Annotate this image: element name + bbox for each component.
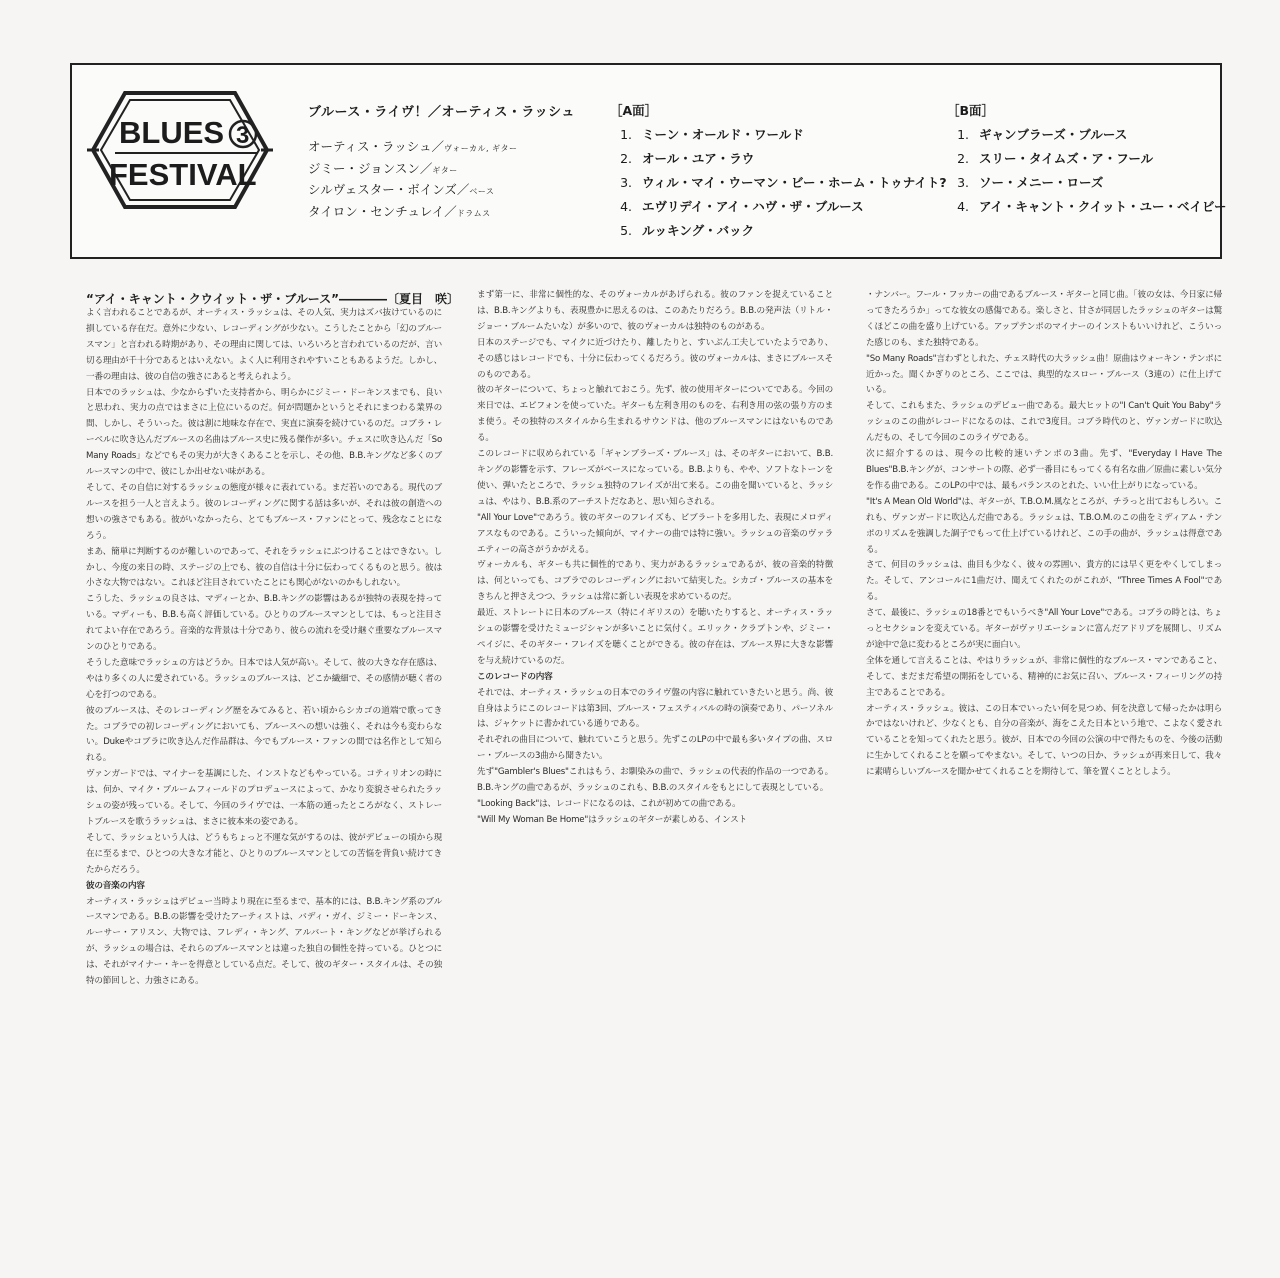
article-column-3 xyxy=(866,288,1222,781)
track-number: 4. xyxy=(957,199,969,214)
paragraph: オーティス・ラッシュ。彼は、この日本でいったい何を見つめ、何を決意して帰ったかは明らかではないけれど、少なくとも、自分の音楽が、海をこえた日本という地で、こよなく愛されていることを知ってくれたと思う。彼が、日本での今回の公演の中で得たものを、今後の活動に生かしてくれることを願ってやまない。そして、いつの日か、ラッシュが再来日して、我々に素晴らしいブルースを聞かせてくれることを期待して、筆を置くこととしよう。 xyxy=(866,703,1222,778)
personnel-item xyxy=(308,159,518,181)
paragraph: ヴォーカルも、ギターも共に個性的であり、実力があるラッシュであるが、彼の音楽的特徴は、何といっても、コブラでのレコーディングにおいて結実した。シカゴ・ブルースの基本をきちんと押さえつつ、ラッシュは常に新しい表現を求めているのだ。 xyxy=(477,560,833,603)
track-item xyxy=(610,147,947,171)
track-title: ミーン・オールド・ワールド xyxy=(642,127,804,142)
track-item xyxy=(947,123,1227,147)
paragraph: こうした、ラッシュの良さは、マディーとか、B.B.キングの影響はあるが独特の表現を持っている。マディーも、B.B.も高く評価している。ひとりのブルースマンとしては、もっと注目されてよい存在であろう。音楽的な背景は十分であり、彼らの流れを受け継ぐ重要なブルースマンのひとりである。 xyxy=(86,594,442,653)
paragraph: まず第一に、非常に個性的な、そのヴォーカルがあげられる。彼のファンを捉えていることは、B.B.キングよりも、表現豊かに思えるのは、このあたりだろう。B.B.の発声法（リトル・ジョー・ブルームたいな）が多いので、彼のヴォーカルは独特のものがある。 xyxy=(477,290,833,332)
track-title: ソー・メニー・ローズ xyxy=(979,175,1104,190)
paragraph: "So Many Roads"言わずとしれた、チェス時代の大ラッシュ曲！原曲はウォーキン・テンポに近かった。聞くかぎりのところ、ここでは、典型的なスロー・ブルース（3連の）に仕上げている。 xyxy=(866,353,1222,396)
paragraph: "Will My Woman Be Home"はラッシュのギターが素しめる、インスト xyxy=(477,814,747,825)
paragraph: 全体を通して言えることは、やはりラッシュが、非常に個性的なブルース・マンであること、そして、まだまだ希望の開拓をしている、精神的にお気に召い、ブルース・フィーリングの持主であることである。 xyxy=(866,655,1222,698)
paragraph: そして、その自信に対するラッシュの態度が様々に表れている。まだ若いのである。現代のブルースを担う一人と言えよう。彼のレコーディングに関する話は多いが、それは彼の創造への想いの強さでもある。彼がいなかったら、とてもブルース・ファンにとって、残念なことになろう。 xyxy=(86,482,442,541)
paragraph: よく言われることであるが、オーティス・ラッシュは、その人気、実力はズバ抜けているのに損している存在だ。意外に少ない、レコーディングが少ない。こうしたことから「幻のブルースマン」と言われる時期があり、その理由に関しては、いろいろと言われているのだが、言い切る理由が千十分であるとはいえない。よく人に利用されやすいこともあるようだ。しかし、一番の理由は、彼の自信の強さにあると考えられよう。 xyxy=(86,308,442,382)
paragraph: オーティス・ラッシュはデビュー当時より現在に至るまで、基本的には、B.B.キング系のブルースマンである。B.B.の影響を受けたアーティストは、バディ・ガイ、ジミー・ドーキンス、ルーサー・アリスン、大物では、フレディ・キング、アルバート・キングなどが挙げられるが、ラッシュの場合は、それらのブルースマンとは違った独自の個性を持っている。ひとつには、それがマイナー・キーを得意としている点だ。そして、彼のギター・スタイルは、その独特の節回しと、力強さにある。 xyxy=(86,896,442,987)
paragraph: それでは、オーティス・ラッシュの日本でのライヴ盤の内容に触れていきたいと思う。尚、彼自身はようにこのレコードは第3回、ブルース・フェスティバルの時の演奏であり、パーソネルは、ジャケットに書かれている通りである。 xyxy=(477,687,833,730)
paragraph: さて、何目のラッシュは、曲目も少なく、彼々の雰囲い、貴方的には早く更をやくしてしまった。そして、アンコールに1曲だけ、聞えてくれたのがこれが、"Three Times A Fool"である。 xyxy=(866,560,1222,603)
section-subheading: このレコードの内容 xyxy=(477,671,553,682)
track-item xyxy=(947,171,1227,195)
side-b-tracklist xyxy=(947,101,1227,219)
side-b-label: ［B面］ xyxy=(947,103,995,118)
paragraph: "It's A Mean Old World"は、ギターが、T.B.O.M.風なところが、チラっと出ておもしろい。これも、ヴァンガードに吹込んだ曲である。ラッシュは、T.B.O.M.のこの曲をミディアム・テンポのリズムを強調した調子でもって仕上げているけれど、この手の曲が、ラッシュは得意である。 xyxy=(866,496,1222,555)
track-title: エヴリデイ・アイ・ハヴ・ザ・ブルース xyxy=(642,199,864,214)
track-number: 4. xyxy=(620,199,632,214)
personnel-list xyxy=(308,137,518,223)
musician-name: ジミー・ジョンスン／ xyxy=(308,160,433,176)
musician-name: シルヴェスター・ボインズ／ xyxy=(308,182,470,197)
track-item xyxy=(947,147,1227,171)
paragraph: 先ず"Gambler's Blues"これはもう、お馴染みの曲で、ラッシュの代表的作品の一つである。B.B.キングの曲であるが、ラッシュのこれも、B.B.のスタイルをもとにして表現としている。 xyxy=(477,767,833,794)
album-title: ブルース・ライヴ！／オーティス・ラッシュ xyxy=(308,105,575,120)
track-number: 3. xyxy=(620,175,632,190)
track-number: 3. xyxy=(957,175,969,190)
track-number: 2. xyxy=(620,151,632,166)
paragraph: 日本のステージでも、マイクに近づけたり、離したりと、すいぶん工夫していたようであり、その感じはレコードでも、十分に伝わってくるだろう。彼のヴォーカルは、まさにブルースそのものである。 xyxy=(477,337,833,380)
section-subheading: 彼の音楽の内容 xyxy=(86,880,145,891)
personnel-item xyxy=(308,180,518,202)
paragraph: 最近、ストレートに日本のブルース（特にイギリスの）を聴いたりすると、オーティス・ラッシュの影響を受けたミュージシャンが多いことに気付く。エリック・クラプトンや、ジミー・ペイジに、そのギター・フレイズを聴くことができる。彼の存在は、ブルース界に大きな影響を与え続けているのだ。 xyxy=(477,608,833,666)
paragraph: そうした意味でラッシュの方はどうか。日本では人気が高い。そして、彼の大きな存在感は、やはり多くの人に愛されている。ラッシュのブルースは、どこか繊細で、その感情が聴く者の心を打つのである。 xyxy=(86,657,442,700)
paragraph: 彼のギターについて、ちょっと触れておこう。先ず、彼の使用ギターについてである。今回の来日では、エピフォンを使っていた。ギターも左利き用のものを、右利き用の弦の張り方のまま使う。その独特のスタイルから生まれるサウンドは、他のブルースマンにはないものである。 xyxy=(477,385,833,444)
track-item xyxy=(610,123,947,147)
article-column-1 xyxy=(86,306,442,990)
paragraph: 彼のブルースは、そのレコーディング歴をみてみると、若い頃からシカゴの道端で歌ってきた。コブラでの初レコーディングにおいても、ブルースへの想いは強く、それは今も変わらない。Dukeやコブラに吹き込んだ作品群は、今でもブルース・ファンの間では名作として知られる。 xyxy=(86,705,442,764)
blues-festival-logo xyxy=(85,85,275,215)
musician-name: タイロン・センチュレイ／ xyxy=(308,203,457,219)
track-title: アイ・キャント・クイット・ユー・ベイビー xyxy=(979,199,1227,214)
paragraph: それぞれの曲目について、触れていこうと思う。先ずこのLPの中で最も多いタイプの曲、スロー・ブルースの3曲から聞きたい。 xyxy=(477,735,833,762)
side-a-label: ［A面］ xyxy=(610,103,658,118)
article-heading: “アイ・キャント・クウイット・ザ・ブルース”――――〔夏目 咲〕 xyxy=(86,292,460,306)
track-item xyxy=(610,195,947,219)
logo-graphic xyxy=(85,85,275,215)
paragraph: ・ナンバー。フール・フッカーの曲であるブルース・ギターと同じ曲。「彼の女は、今日家に帰ってきたろうか」ってな彼女の感傷である。楽しさと、甘さが同居したラッシュのギターは驚くほどこの曲を盛り上げている。アップテンポのマイナーのインストもいいけれど、こういった感じのも、また独特である。 xyxy=(866,290,1222,348)
paragraph: 日本でのラッシュは、少なからずいた支持者から、明らかにジミー・ドーキンスまでも、良いと思われ、実力の点ではまさに上位にいるのだ。何が問題かというとそれにまつわる業界の間、しかし、そういった。彼は割に地味な存在で、実直に演奏を続けているのだ。コブラ・レーベルに吹き込んだブルースの名曲はブルース史に残る傑作が多い。チェスに吹き込んだ「So Many Roads」などでもその実力が大きくあることを示し、その他、B.B.キングなど多くのブルースマンの中で、彼にしか出せない味がある。 xyxy=(86,387,442,478)
article-column-2 xyxy=(477,288,833,829)
track-item xyxy=(610,219,947,243)
side-a-tracklist xyxy=(610,101,947,243)
album-header xyxy=(70,63,1227,259)
logo-number: 3 xyxy=(236,122,250,149)
personnel-item xyxy=(308,137,518,159)
track-item xyxy=(947,195,1227,219)
track-number: 2. xyxy=(957,151,969,166)
paragraph: "All Your Love"であろう。彼のギターのフレイズも、ビブラートを多用した、表現にメロディアスなものである。こういった傾向が、マイナーの曲では特に強い。ラッシュの音楽のヴァラエティーの高さがうかがえる。 xyxy=(477,512,833,555)
musician-role: ギター xyxy=(432,165,458,175)
paragraph: ヴァンガードでは、マイナーを基調にした、インストなどもやっている。コティリオンの時には、何か、マイク・ブルームフィールドのプロデュースによって、かなり変貌させられたラッシュの姿が残っている。そして、今回のライヴでは、一本筋の通ったところがなく、ストレートブルースを歌うラッシュは、まさに彼本来の姿である。 xyxy=(86,769,442,827)
musician-name: オーティス・ラッシュ／ xyxy=(308,139,445,154)
paragraph: "Looking Back"は、レコードになるのは、これが初めての曲である。 xyxy=(477,799,741,809)
personnel-item xyxy=(308,202,518,224)
paragraph: まあ、簡単に判断するのが難しいのであって、それをラッシュにぶつけることはできない。しかし、今度の来日の時、ステージの上でも、彼の自信は十分に伝わってくるものと思う。彼は小さな大物ではない。これほど注目されていたことにも関心がないのかもしれない。 xyxy=(86,546,442,589)
logo-line2: FESTIVAL xyxy=(109,157,257,192)
track-title: ギャンブラーズ・ブルース xyxy=(979,127,1128,142)
paragraph: そして、これもまた、ラッシュのデビュー曲である。最大ヒットの"I Can't Quit You Baby"ラッシュのこの曲がレコードになるのは、これで3度目。コブラ時代のと、ヴァンガードに吹込んだもの、そして今回のこのライヴである。 xyxy=(866,401,1222,444)
paragraph: そして、ラッシュという人は、どうもちょっと不運な気がするのは、彼がデビューの頃から現在に至るまで、ひとつの大きな才能と、ひとりのブルースマンとしての苦悩を背負い続けてきたからだろう。 xyxy=(86,832,442,875)
paragraph: このレコードに収められている「ギャンブラーズ・ブルース」は、そのギターにおいて、B.B.キングの影響を示す、フレーズがベースになっている。B.B.よりも、やや、ソフトなトーンを使い、弾いたところで、ラッシュ独特のフレイズが出て来る。この曲を聞いていると、ラッシュは、やはり、B.B.系のアーチストだなあと、思い知らされる。 xyxy=(477,449,833,507)
paragraph: 次に紹介するのは、現今の比較的速いテンポの3曲。先ず、"Everyday I Have The Blues"B.B.キングが、コンサートの際、必ず一番目にもってくる有名な曲／原曲に素しい気分を作る曲である。このLPの中では、最もバランスのとれた、いい仕上がりになっている。 xyxy=(866,449,1222,491)
track-title: スリー・タイムズ・ア・フール xyxy=(979,151,1154,166)
musician-role: ヴォーカル, ギター xyxy=(444,144,518,153)
musician-role: ドラムス xyxy=(456,208,491,218)
logo-line1: BLUES xyxy=(119,115,225,150)
track-number: 1. xyxy=(620,127,632,142)
track-number: 5. xyxy=(620,223,632,238)
paragraph: さて、最後に、ラッシュの18番とでもいうべき"All Your Love"である。コブラの時とは、ちょっとセクションを変えている。ギターがヴァリエーションに富んだアドリブを展開し、リズムが途中で急に変わるところが実に面白い。 xyxy=(866,608,1222,650)
track-title: ウィル・マイ・ウーマン・ビー・ホーム・トゥナイト? xyxy=(642,175,947,190)
musician-role: ベース xyxy=(469,187,495,196)
track-item xyxy=(610,171,947,195)
track-number: 1. xyxy=(957,127,969,142)
track-title: ルッキング・バック xyxy=(642,223,755,238)
track-title: オール・ユア・ラウ xyxy=(642,151,755,166)
